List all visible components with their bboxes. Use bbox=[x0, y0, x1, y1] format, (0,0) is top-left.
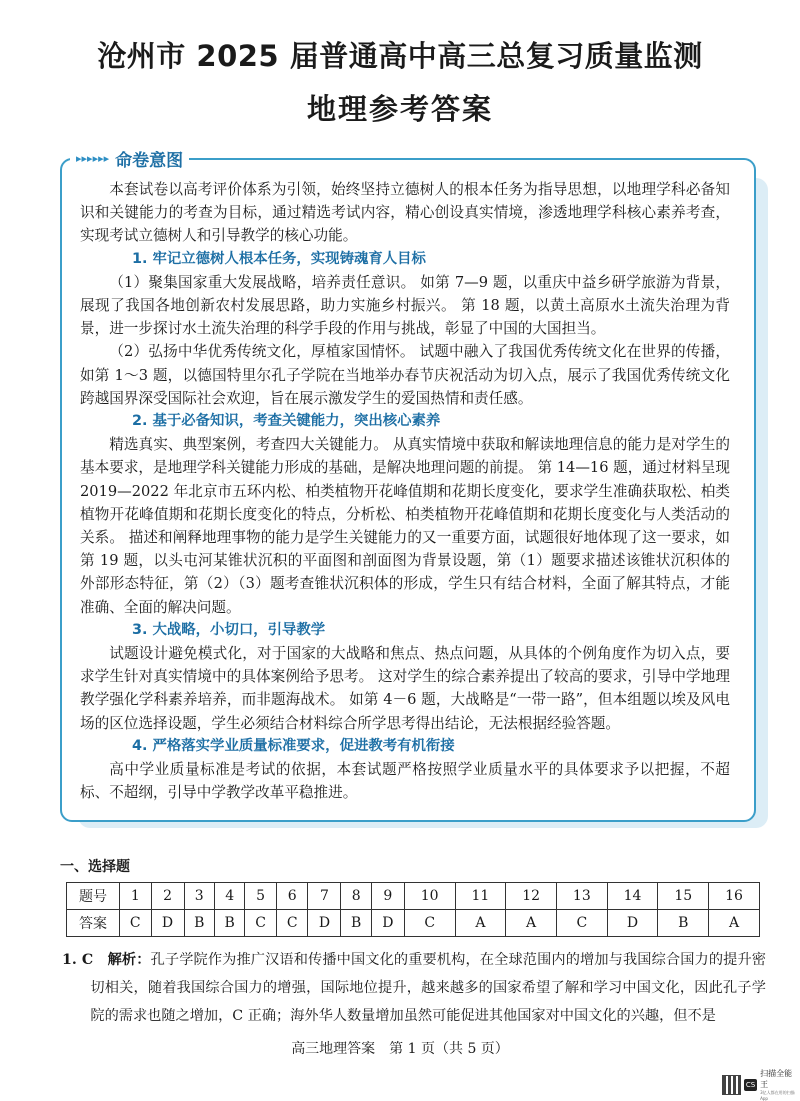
question-number: 13 bbox=[556, 883, 607, 910]
answer-cell: B bbox=[214, 910, 244, 937]
analysis-paragraph bbox=[62, 946, 766, 1030]
question-number: 11 bbox=[455, 883, 506, 910]
section-4-paragraph: 高中学业质量标准是考试的依据，本套试题严格按照学业质量水平的具体要求予以把握，不超标、不超纲，引导中学教学改革平稳推进。 bbox=[80, 761, 730, 802]
answer-cell: D bbox=[371, 910, 404, 937]
arrows-icon: ▸▸▸▸▸▸ bbox=[76, 151, 110, 165]
question-number: 8 bbox=[341, 883, 371, 910]
answer-cell: B bbox=[184, 910, 214, 937]
watermark-sub: 3亿人都在用的扫描App bbox=[760, 1090, 795, 1101]
intro-paragraph: 本套试卷以高考评价体系为引领，始终坚持立德树人的根本任务为指导思想，以地理学科必备知识和关键能力的考查为目标，通过精选考试内容，精心创设真实情境，渗透地理学科核心素养考查，实现考试立德树人和引导教学的核心功能。 bbox=[80, 181, 730, 245]
analysis-lead: 1. C 解析： bbox=[62, 952, 151, 968]
intent-box-content bbox=[80, 178, 730, 804]
answer-cell: C bbox=[120, 910, 152, 937]
question-number: 12 bbox=[506, 883, 557, 910]
section-heading-1: 1. 牢记立德树人根本任务，实现铸魂育人目标 bbox=[132, 250, 426, 267]
choice-section-label: 一、选择题 bbox=[60, 859, 130, 875]
camscanner-logo-icon: CS bbox=[745, 1080, 756, 1089]
page-footer: 高三地理答案 第 1 页（共 5 页） bbox=[291, 1041, 509, 1057]
section-2-paragraph: 精选真实、典型案例，考查四大关键能力。 从真实情境中获取和解读地理信息的能力是对学生的基本要求，是地理学科关键能力形成的基础，是解决地理问题的前提。 第 14—16 题，通过材料呈现 2019—2022 年北京市五环内松、柏类植物开花峰值期和花期长度变化，要求学生准确获取松、柏类植物开花峰值期和花期长度变化的特点，分析松、柏类植物开花峰值期和花期长度变化与人类活动的关系。 描述和阐释地理事物的能力是学生关键能力的又一重要方面，试题很好地体现了这一要求，如第 19 题，以头屯河某锥状沉积的平面图和剖面图为背景设题，第（1）题要求描述该锥状沉积体的外部形态特征，第（2）（3）题考查锥状沉积体的形成，学生只有结合材料，全面了解其特点，才能准确、全面的解决问题。 bbox=[80, 436, 730, 616]
row-header-number: 题号 bbox=[67, 883, 120, 910]
analysis-block bbox=[62, 946, 766, 1030]
analysis-text: 孔子学院作为推广汉语和传播中国文化的重要机构，在全球范围内的增加与我国综合国力的提升密切相关，随着我国综合国力的增强，国际地位提升，越来越多的国家希望了解和学习中国文化，因此孔子学院的需求也随之增加，C 正确；海外华人数量增加虽然可能促进其他国家对中国文化的兴趣，但不是 bbox=[90, 952, 766, 1024]
watermark-text bbox=[760, 1068, 800, 1101]
answer-cell: A bbox=[709, 910, 760, 937]
answer-cell: C bbox=[556, 910, 607, 937]
page-subtitle: 地理参考答案 bbox=[306, 92, 493, 126]
answer-row bbox=[67, 910, 760, 937]
question-number: 16 bbox=[709, 883, 760, 910]
scanner-watermark bbox=[722, 1068, 800, 1101]
question-number: 3 bbox=[184, 883, 214, 910]
question-number: 1 bbox=[120, 883, 152, 910]
page-title: 沧州市 2025 届普通高中高三总复习质量监测 bbox=[97, 39, 703, 73]
answer-cell: C bbox=[245, 910, 277, 937]
question-number: 7 bbox=[308, 883, 341, 910]
question-number-row bbox=[67, 883, 760, 910]
answer-table bbox=[66, 882, 760, 937]
section-1-paragraph-2: （2）弘扬中华优秀传统文化，厚植家国情怀。 试题中融入了我国优秀传统文化在世界的传播，如第 1～3 题，以德国特里尔孔子学院在当地举办春节庆祝活动为切入点，展示了我国优秀传统文化跨越国界深受国际社会欢迎，旨在展示激发学生的爱国热情和责任感。 bbox=[80, 343, 730, 407]
section-heading-4: 4. 严格落实学业质量标准要求，促进教考有机衔接 bbox=[132, 737, 455, 754]
qr-code-icon bbox=[722, 1075, 741, 1095]
answer-cell: D bbox=[607, 910, 658, 937]
answer-cell: B bbox=[658, 910, 709, 937]
question-number: 4 bbox=[214, 883, 244, 910]
answer-cell: D bbox=[151, 910, 184, 937]
answer-cell: B bbox=[341, 910, 371, 937]
question-number: 9 bbox=[371, 883, 404, 910]
question-number: 2 bbox=[151, 883, 184, 910]
question-number: 10 bbox=[404, 883, 455, 910]
answer-cell: A bbox=[506, 910, 557, 937]
intent-box-title: 命卷意图 bbox=[115, 150, 184, 171]
intent-box-header bbox=[70, 146, 189, 170]
section-1-paragraph-1: （1）聚集国家重大发展战略，培养责任意识。 如第 7—9 题，以重庆中益乡研学旅游为背景，展现了我国各地创新农村发展思路，助力实施乡村振兴。 第 18 题，以黄土高原水土流失治理为背景，进一步探讨水土流失治理的科学手段的作用与挑战，彰显了中国的大国担当。 bbox=[80, 273, 730, 338]
answer-cell: A bbox=[455, 910, 506, 937]
question-number: 5 bbox=[245, 883, 277, 910]
question-number: 15 bbox=[658, 883, 709, 910]
question-number: 6 bbox=[276, 883, 308, 910]
section-heading-3: 3. 大战略，小切口，引导教学 bbox=[132, 621, 326, 638]
section-3-paragraph: 试题设计避免模式化，对于国家的大战略和焦点、热点问题，从具体的个例角度作为切入点，要求学生针对真实情境中的具体案例给予思考。 这对学生的综合素养提出了较高的要求，引导中学地理教学强化学科素养培养，而非题海战术。 如第 4－6 题，大战略是“一带一路”，但本组题以埃及风电场的区位选择设题，学生必须结合材料综合所学思考得出结论，无法根据经验答题。 bbox=[80, 645, 730, 732]
section-heading-2: 2. 基于必备知识，考查关键能力，突出核心素养 bbox=[132, 413, 441, 430]
answer-cell: D bbox=[308, 910, 341, 937]
question-number: 14 bbox=[607, 883, 658, 910]
answer-cell: C bbox=[276, 910, 308, 937]
row-header-answer: 答案 bbox=[67, 910, 120, 937]
watermark-name: 扫描全能王 bbox=[760, 1069, 793, 1089]
answer-cell: C bbox=[404, 910, 455, 937]
